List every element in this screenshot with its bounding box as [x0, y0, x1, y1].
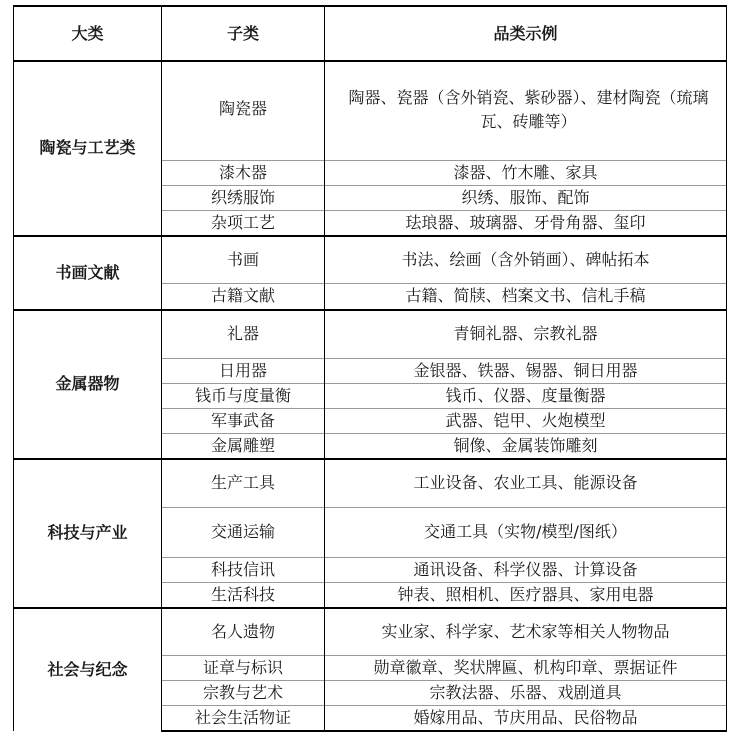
subcategory: 陶瓷器 [162, 61, 325, 160]
subcategory: 科技信讯 [162, 557, 325, 582]
major-category: 金属器物 [14, 310, 162, 460]
table-row [14, 236, 727, 284]
header-examples: 品类示例 [325, 6, 727, 61]
major-category: 书画文献 [14, 236, 162, 310]
examples: 钟表、照相机、医疗器具、家用电器 [325, 582, 727, 608]
examples: 武器、铠甲、火炮模型 [325, 409, 727, 434]
major-category: 科技与产业 [14, 459, 162, 608]
subcategory: 日用器 [162, 359, 325, 384]
subcategory: 织绣服饰 [162, 185, 325, 210]
table-row [14, 310, 727, 359]
examples: 婚嫁用品、节庆用品、民俗物品 [325, 706, 727, 732]
subcategory: 宗教与艺术 [162, 681, 325, 706]
table-row [14, 61, 727, 160]
examples: 金银器、铁器、锡器、铜日用器 [325, 359, 727, 384]
subcategory: 钱币与度量衡 [162, 384, 325, 409]
examples: 古籍、简牍、档案文书、信札手稿 [325, 284, 727, 310]
subcategory: 名人遗物 [162, 608, 325, 656]
header-major: 大类 [14, 6, 162, 61]
header-sub: 子类 [162, 6, 325, 61]
subcategory: 漆木器 [162, 160, 325, 185]
subcategory: 金属雕塑 [162, 434, 325, 460]
examples: 交通工具（实物/模型/图纸） [325, 507, 727, 557]
examples: 铜像、金属装饰雕刻 [325, 434, 727, 460]
subcategory: 证章与标识 [162, 656, 325, 681]
subcategory: 礼器 [162, 310, 325, 359]
subcategory: 古籍文献 [162, 284, 325, 310]
subcategory: 生活科技 [162, 582, 325, 608]
examples: 青铜礼器、宗教礼器 [325, 310, 727, 359]
subcategory: 军事武备 [162, 409, 325, 434]
category-table [13, 5, 727, 732]
table-row [14, 608, 727, 656]
examples: 工业设备、农业工具、能源设备 [325, 459, 727, 507]
examples: 漆器、竹木雕、家具 [325, 160, 727, 185]
examples: 珐琅器、玻璃器、牙骨角器、玺印 [325, 210, 727, 236]
subcategory: 生产工具 [162, 459, 325, 507]
subcategory: 社会生活物证 [162, 706, 325, 732]
table-row [14, 459, 727, 507]
examples: 织绣、服饰、配饰 [325, 185, 727, 210]
major-category: 社会与纪念 [14, 608, 162, 732]
subcategory: 杂项工艺 [162, 210, 325, 236]
subcategory: 交通运输 [162, 507, 325, 557]
examples: 勋章徽章、奖状牌匾、机构印章、票据证件 [325, 656, 727, 681]
examples: 宗教法器、乐器、戏剧道具 [325, 681, 727, 706]
examples: 书法、绘画（含外销画）、碑帖拓本 [325, 236, 727, 284]
header-row [14, 6, 727, 61]
major-category: 陶瓷与工艺类 [14, 61, 162, 236]
examples: 陶器、瓷器（含外销瓷、紫砂器）、建材陶瓷（琉璃瓦、砖雕等） [325, 61, 727, 160]
examples: 钱币、仪器、度量衡器 [325, 384, 727, 409]
examples: 实业家、科学家、艺术家等相关人物物品 [325, 608, 727, 656]
subcategory: 书画 [162, 236, 325, 284]
examples: 通讯设备、科学仪器、计算设备 [325, 557, 727, 582]
